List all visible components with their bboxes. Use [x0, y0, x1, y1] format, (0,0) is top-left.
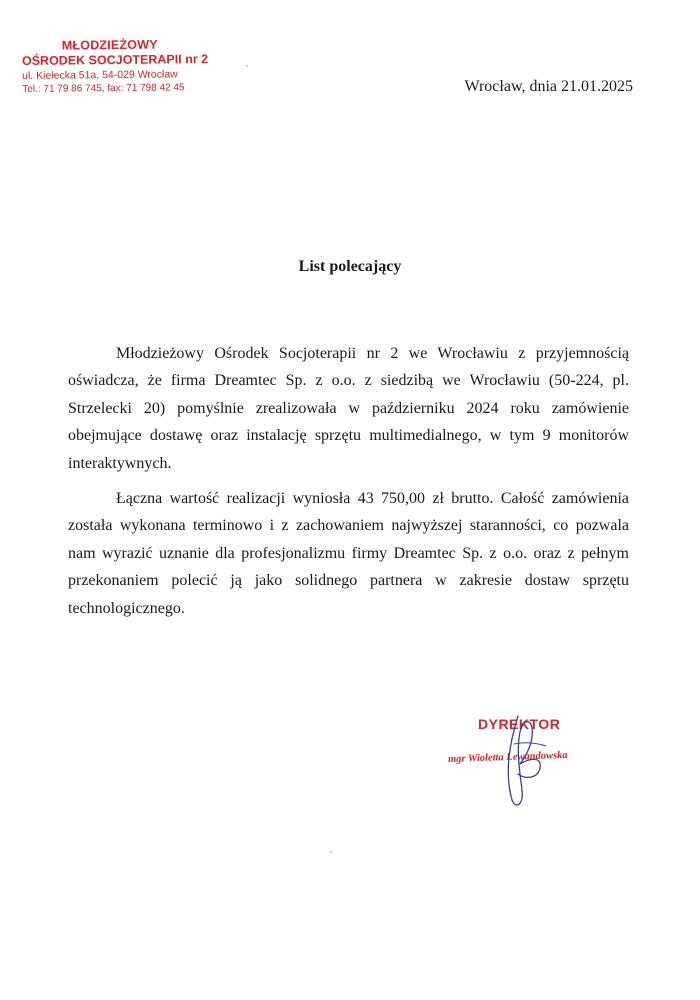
document-title: List polecający	[298, 258, 402, 275]
place-and-date: Wrocław, dnia 21.01.2025	[464, 78, 633, 95]
stamp-line-1: MŁODZIEŻOWY	[61, 37, 158, 53]
institution-stamp	[22, 37, 209, 96]
scan-speck	[246, 65, 248, 67]
stamp-phone-fax: Tel.: 71 79 86 745, fax: 71 798 42 45	[22, 82, 185, 95]
letter-body	[68, 340, 629, 630]
stamp-address: ul. Kielecka 51a, 54-029 Wrocław	[22, 68, 178, 82]
handwritten-signature	[490, 712, 560, 812]
director-title: DYREKTOR	[478, 716, 561, 732]
director-name: mgr Wioletta Lewandowska	[447, 749, 568, 766]
paragraph-2: Łączna wartość realizacji wyniosła 43 750,00 zł brutto. Całość zamówienia została wykonana terminowo i z zachowaniem najwyższej staranności, co pozwala nam wyrazić uznanie dla profesjonalizmu firmy Dreamtec Sp. z o.o. oraz z pełnym przekonaniem polecić ją jako solidnego partnera w zakresie dostaw sprzętu technologicznego.	[68, 490, 629, 617]
scan-speck	[330, 851, 332, 853]
stamp-line-2: OŚRODEK SOCJOTERAPII nr 2	[21, 52, 209, 68]
paragraph-1: Młodzieżowy Ośrodek Socjoterapii nr 2 we Wrocławiu z przyjemnością oświadcza, że firma Dreamtec Sp. z o.o. z siedzibą we Wrocławiu (50-224, pl. Strzelecki 20) pomyślnie zrealizowała w październiku 2024 roku zamówienie obejmujące dostawę oraz instalację sprzętu multimedialnego, w tym 9 monitorów interaktywnych.	[68, 345, 629, 472]
